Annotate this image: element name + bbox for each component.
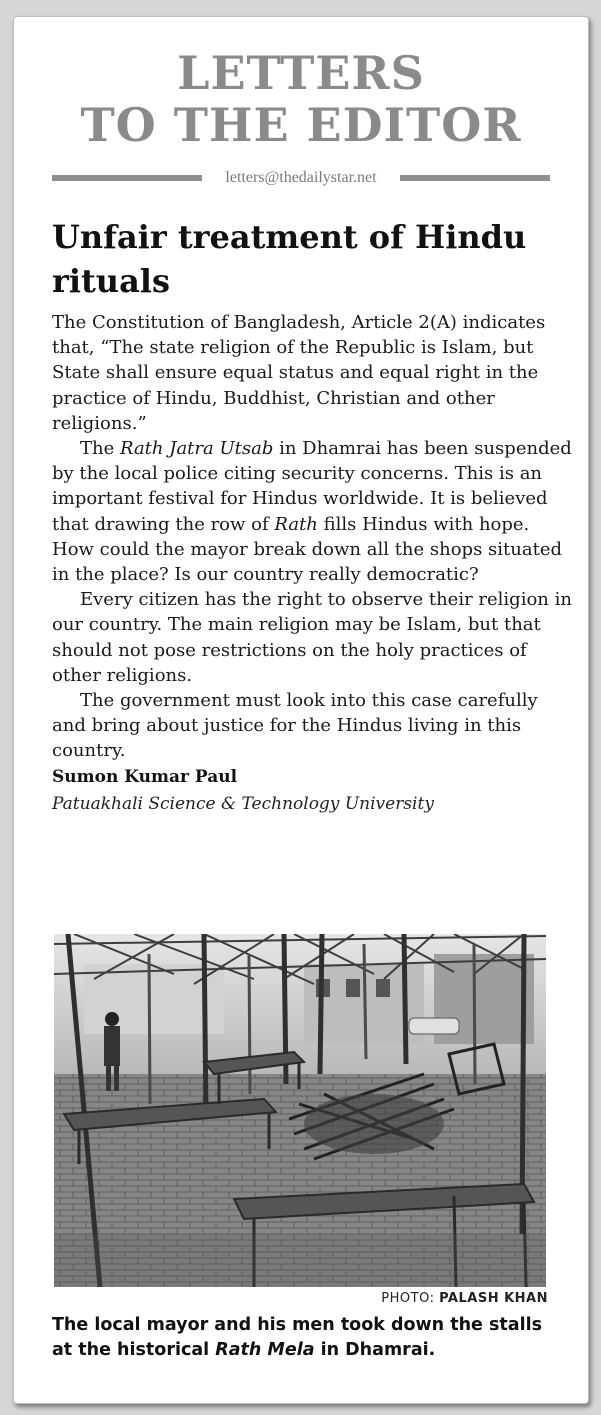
- p2-text-c: fills Hindus with hope. How could the mayor break down all the shops situated in the place? Is our country really democratic?: [52, 513, 563, 586]
- editor-email: letters@thedailystar.net: [225, 169, 377, 186]
- news-photo: [54, 934, 546, 1287]
- section-masthead: [14, 47, 588, 151]
- paragraph-2: [52, 436, 574, 587]
- letter-body: [52, 310, 574, 818]
- photo-illustration: [54, 934, 546, 1287]
- paragraph-4: The government must look into this case carefully and bring about justice for the Hindus living in this country.: [52, 690, 538, 762]
- right-divider: [400, 175, 550, 181]
- letter-author: Sumon Kumar Paul: [52, 766, 238, 787]
- letters-page: [13, 16, 589, 1404]
- masthead-line-2: TO THE EDITOR: [80, 98, 522, 152]
- caption-text-a: The local mayor and his men took down the stalls at the historical: [52, 1315, 543, 1360]
- p2-text-a: The: [80, 438, 120, 460]
- credit-label: PHOTO:: [381, 1291, 435, 1306]
- p2-emphasis-2: Rath: [274, 513, 318, 535]
- author-affiliation: Patuakhali Science & Technology University: [52, 793, 434, 814]
- paragraph-1: The Constitution of Bangladesh, Article 2(A) indicates that, “The state religion of the Republic is Islam, but State shall ensure equal status and equal right in the practice of Hindu, Buddhist, Christian and other religions.”: [52, 312, 546, 434]
- caption-emphasis: Rath Mela: [215, 1340, 315, 1360]
- paragraph-3: Every citizen has the right to observe their religion in our country. The main religion may be Islam, but that should not pose restrictions on the holy practices of other religions.: [52, 589, 572, 686]
- letter-headline: Unfair treatment of Hindu rituals: [52, 218, 527, 300]
- caption-text-b: in Dhamrai.: [314, 1340, 436, 1360]
- photo-caption: [52, 1313, 552, 1363]
- photo-credit: [54, 1291, 548, 1307]
- masthead-line-1: LETTERS: [177, 46, 425, 100]
- email-row: [52, 169, 550, 187]
- left-divider: [52, 175, 202, 181]
- credit-name: PALASH KHAN: [439, 1291, 548, 1306]
- p2-text-b: in Dhamrai has been suspended by the local police citing security concerns. This is an important festival for Hindus worldwide. It is believed that drawing the row of: [52, 438, 572, 535]
- p2-emphasis-1: Rath Jatra Utsab: [119, 438, 274, 460]
